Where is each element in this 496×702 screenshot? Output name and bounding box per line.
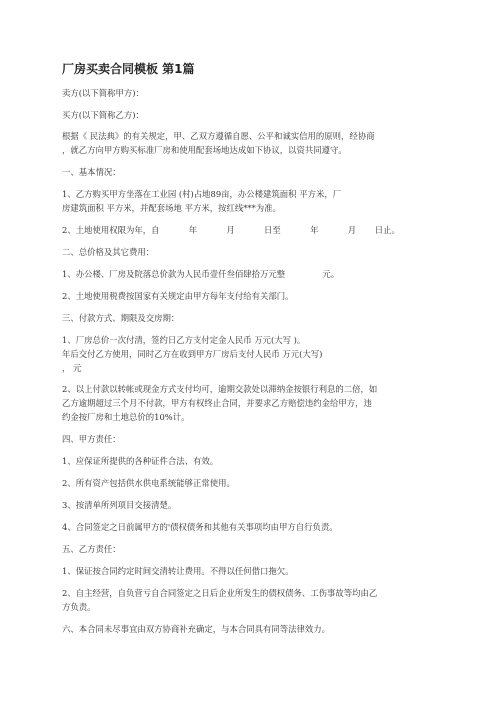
section-1-item-1 <box>62 187 440 215</box>
seller-line: 卖方(以下简称甲方)： <box>62 88 144 98</box>
section-5-item-2-line-2: 方负责。 <box>62 602 96 612</box>
section-4-item-4: 4、合同签定之日前属甲方的'债权债务和其他有关事项均由甲方自行负责。 <box>62 522 338 532</box>
document-title: 厂房买卖合同模板 第1篇 <box>62 62 195 76</box>
section-2-heading: 二、总价格及其它费用： <box>62 247 155 257</box>
section-4-item-1: 1、应保证所提供的各种证件合法、有效。 <box>62 456 219 466</box>
section-1-heading: 一、基本情况： <box>62 167 121 177</box>
section-4-item-2: 2、所有资产包括供水供电系统能够正常使用。 <box>62 478 235 488</box>
section-3-item-2 <box>62 382 440 424</box>
section-5-item-2 <box>62 586 440 614</box>
section-5-item-1: 1、保证按合同约定时间交清转让费用。不得以任何借口拖欠。 <box>62 566 294 576</box>
preamble-line-1: 根据《 民法典》的有关规定，甲、乙双方遵循自愿、公平和诚实信用的原则，经协商 <box>62 131 375 141</box>
section-3-item-1-line-1: 1、厂房总价一次付清，签约日乙方支付定金人民币 万元(大写 )。 <box>62 335 306 345</box>
section-2-item-1: 1、办公楼、厂房及院落总价款为人民币壹仟叁佰肆拾万元整 元。 <box>62 269 340 279</box>
buyer-line: 买方(以下简称乙方)： <box>62 110 144 120</box>
section-1-item-1-line-2: 房建筑面积 平方米，并配套场地 平方米，按红线***为准。 <box>62 203 281 213</box>
section-1-item-2: 2、土地使用权限为年，自 年 月 日至 年 月 日止。 <box>62 225 400 235</box>
section-3-heading: 三、付款方式、期限及交房期： <box>62 313 180 323</box>
section-1-item-1-line-1: 1、乙方购买甲方坐落在工业园 (村)占地89亩，办公楼建筑面积 平方米，厂 <box>62 189 342 199</box>
section-3-item-2-line-3: 约金按厂房和土地总价的10%计。 <box>62 412 190 422</box>
preamble-paragraph <box>62 129 440 157</box>
section-4-item-3: 3、按清单所列项目交接清楚。 <box>62 500 177 510</box>
section-3-item-2-line-1: 2、以上付款以转帐或现金方式支付均可，逾期交款处以滞纳金按银行利息的二倍，如 <box>62 384 378 394</box>
section-3-item-1-line-3: ， 元 <box>62 363 82 373</box>
section-3-item-1-line-2: 年后交付乙方使用，同时乙方在收到甲方厂房后支付人民币 万元(大写) <box>62 349 323 359</box>
section-4-heading: 四、甲方责任： <box>62 434 121 444</box>
preamble-line-2: ，就乙方向甲方购买标准厂房和使用配套场地达成如下协议，以资共同遵守。 <box>62 145 347 155</box>
section-3-item-2-line-2: 乙方逾期超过三个月不付款，甲方有权终止合同，并要求乙方赔偿违约金给甲方，违 <box>62 398 372 408</box>
section-5-heading: 五、乙方责任： <box>62 544 121 554</box>
section-2-item-2: 2、土地使用税费按国家有关规定由甲方每年支付给有关部门。 <box>62 291 294 301</box>
section-6-text: 六、本合同未尽事宜由双方协商补充确定，与本合同具有同等法律效力。 <box>62 624 330 634</box>
section-5-item-2-line-1: 2、自主经营，自负营亏自合同签定之日后企业所发生的债权债务、工伤事故等均由乙 <box>62 588 378 598</box>
section-3-item-1 <box>62 333 440 375</box>
